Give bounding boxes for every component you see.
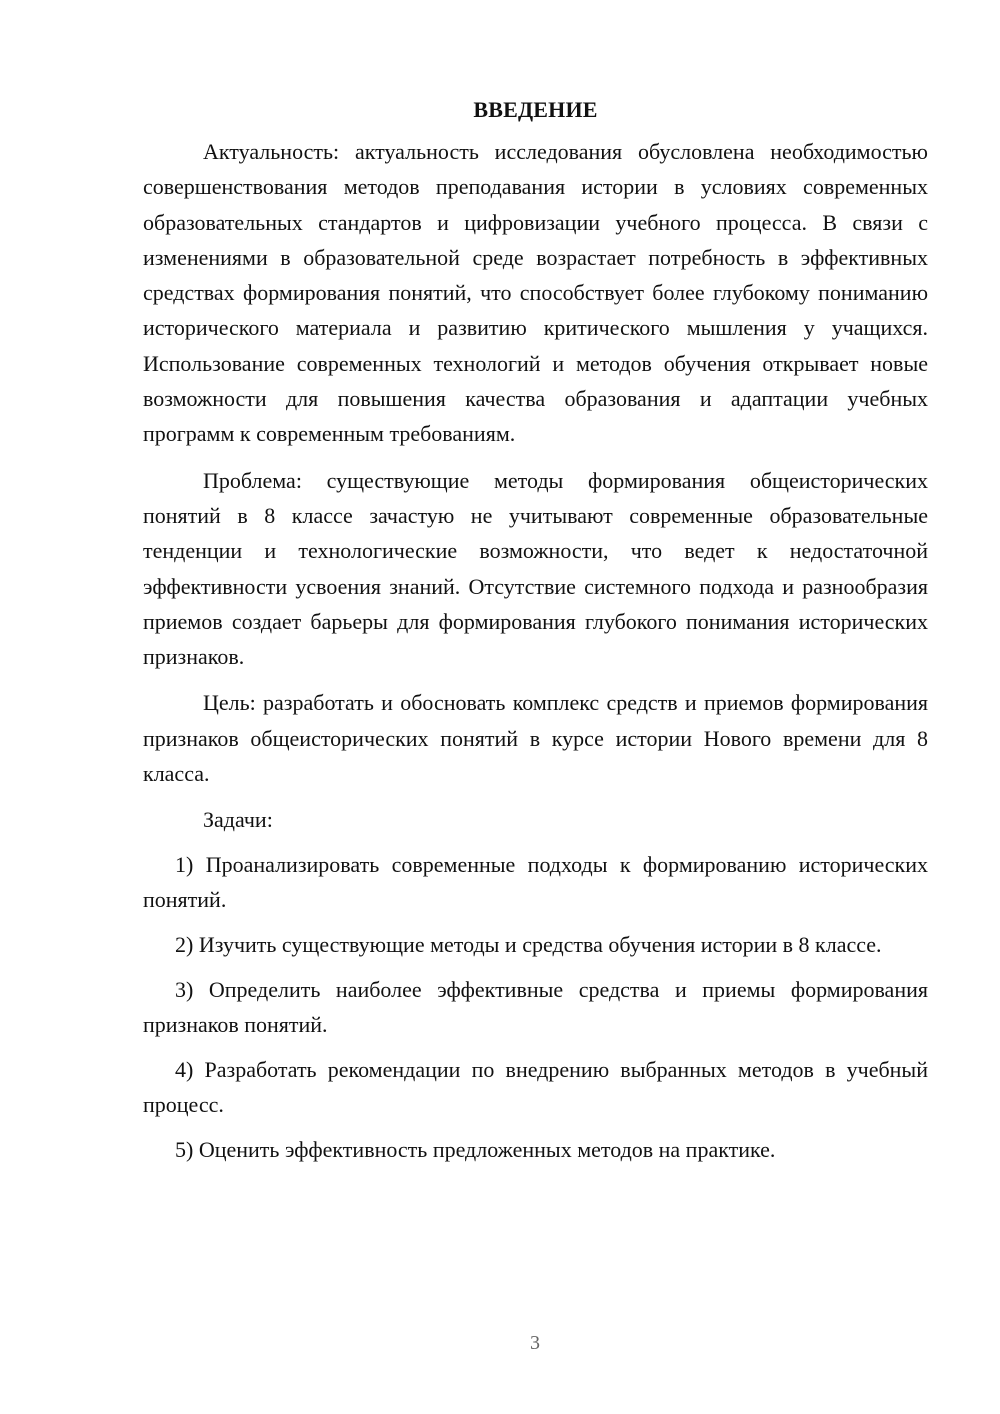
task-item: 4) Разработать рекомендации по внедрению выбранных методов в учебный процесс.: [143, 1057, 928, 1118]
task-item: 1) Проанализировать современные подходы к формированию исторических понятий.: [143, 852, 928, 913]
task-item: 3) Определить наиболее эффективные средства и приемы формирования признаков понятий.: [143, 977, 928, 1038]
task-list: [143, 847, 928, 1167]
document-page: [143, 92, 928, 1177]
paragraph-problem: Проблема: существующие методы формирования общеисторических понятий в 8 классе зачастую не учитывают современные образовательные тенденции и технологические возможности, что ведет к недостаточной эффективности усвоения знаний. Отсутствие системного подхода и разнообразия приемов создает барьеры для формирования глубокого понимания исторических признаков.: [143, 467, 928, 670]
paragraph-relevance: Актуальность: актуальность исследования обусловлена необходимостью совершенствования методов преподавания истории в условиях современных образовательных стандартов и цифровизации учебного процесса. В связи с изменениями в образовательной среде возрастает потребность в эффективных средствах формирования понятий, что способствует более глубокому пониманию исторического материала и развитию критического мышления у учащихся. Использование современных технологий и методов обучения открывает новые возможности для повышения качества образования и адаптации учебных программ к современным требованиям.: [143, 139, 928, 447]
tasks-heading: Задачи:: [203, 807, 273, 833]
task-item: 2) Изучить существующие методы и средства обучения истории в 8 классе.: [175, 932, 882, 958]
task-item: 5) Оценить эффективность предложенных методов на практике.: [175, 1137, 776, 1163]
page-number: 3: [530, 1332, 540, 1354]
paragraph-goal: Цель: разработать и обосновать комплекс средств и приемов формирования признаков общеисторических понятий в курсе истории Нового времени для 8 класса.: [143, 690, 928, 787]
section-title: ВВЕДЕНИЕ: [473, 97, 598, 122]
